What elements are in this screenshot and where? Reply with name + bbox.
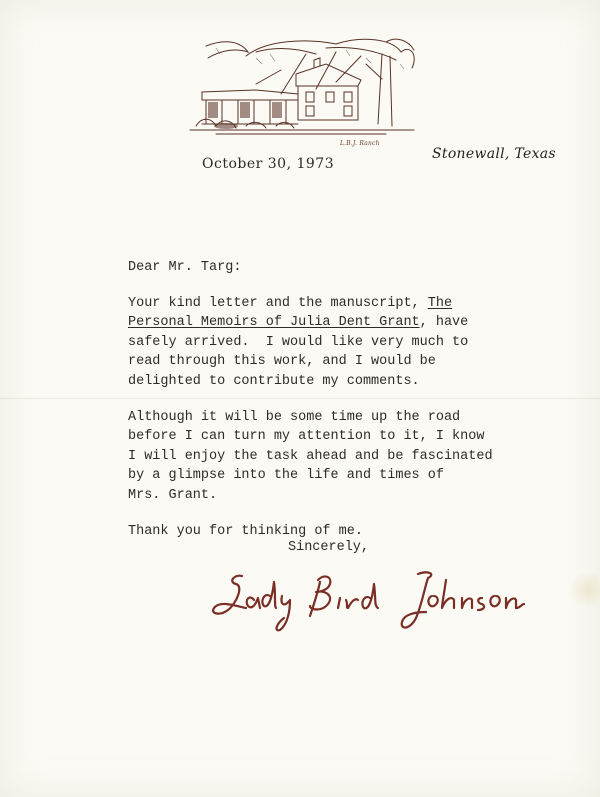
paragraph-1 — [128, 294, 548, 392]
paragraph-1-line-3: safely arrived. I would like very much to — [128, 334, 469, 350]
paragraph-1-line-1: Your kind letter and the manuscript, — [128, 295, 428, 311]
paragraph-2-line: by a glimpse into the life and times of — [128, 468, 444, 484]
paper-stain — [568, 572, 600, 608]
closing: Sincerely, — [288, 540, 370, 555]
ranch-house-sketch — [186, 34, 420, 140]
salutation: Dear Mr. Targ: — [128, 260, 242, 275]
book-title-part-2: Personal Memoirs of Julia Dent Grant — [128, 315, 420, 331]
letterhead-caption: L.B.J. Ranch — [340, 140, 380, 147]
paragraph-3: Thank you for thinking of me. — [128, 523, 363, 539]
book-title-part-1: The — [427, 295, 453, 311]
paragraph-2-line: I will enjoy the task ahead and be fascinated — [128, 448, 493, 464]
letter-date: October 30, 1973 — [202, 156, 335, 172]
letterhead-place: Stonewall, Texas — [432, 146, 556, 162]
paragraph-2-line: before I can turn my attention to it, I know — [128, 429, 485, 445]
paragraph-1-line-4: read through this work, and I would be — [128, 354, 436, 370]
letter-body — [128, 258, 548, 541]
paragraph-2 — [128, 408, 548, 506]
paragraph-1-line-5: delighted to contribute my comments. — [128, 373, 420, 389]
signature — [206, 560, 526, 640]
paragraph-2-line: Mrs. Grant. — [128, 487, 218, 503]
paragraph-1-line-2: , have — [419, 315, 469, 331]
paragraph-2-line: Although it will be some time up the road — [128, 409, 461, 425]
